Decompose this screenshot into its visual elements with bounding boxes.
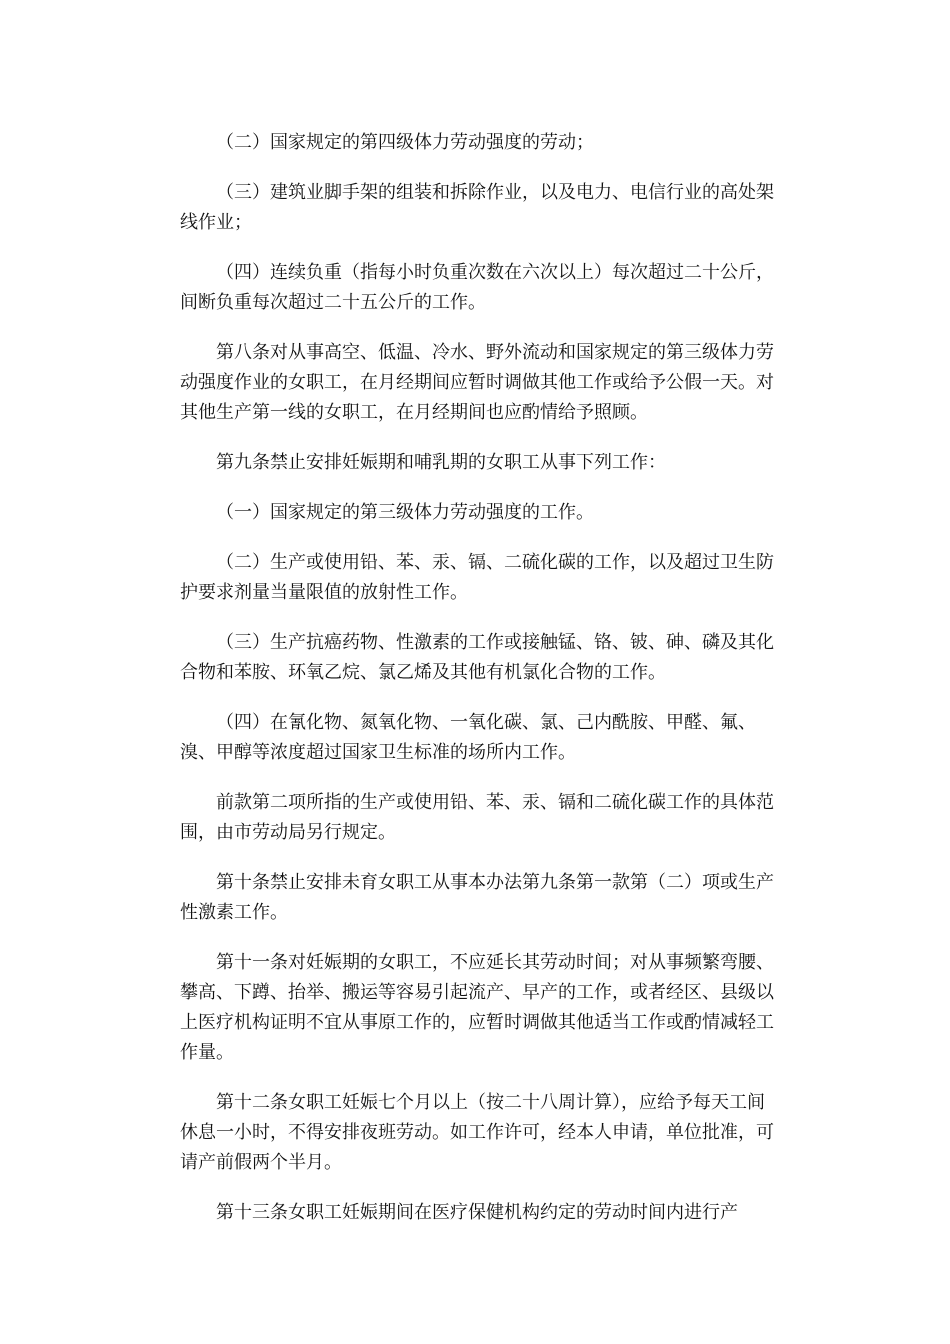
paragraph: 第十一条对妊娠期的女职工，不应延长其劳动时间；对从事频繁弯腰、攀高、下蹲、抬举、搬运等容易引起流产、早产的工作，或者经区、县级以上医疗机构证明不宜从事原工作的，应暂时调做其他适当工作或酌情减轻工作量。 [180, 952, 774, 1063]
paragraph: （一）国家规定的第三级体力劳动强度的工作。 [216, 502, 594, 523]
document-body [180, 128, 780, 1248]
paragraph: 第十条禁止安排未育女职工从事本办法第九条第一款第（二）项或生产性激素工作。 [180, 872, 774, 923]
paragraph: （二）国家规定的第四级体力劳动强度的劳动； [216, 132, 594, 153]
paragraph: 前款第二项所指的生产或使用铅、苯、汞、镉和二硫化碳工作的具体范围，由市劳动局另行规定。 [180, 792, 774, 843]
paragraph: （二）生产或使用铅、苯、汞、镉、二硫化碳的工作，以及超过卫生防护要求剂量当量限值的放射性工作。 [180, 552, 774, 603]
paragraph: （四）在氰化物、氮氧化物、一氧化碳、氯、己内酰胺、甲醛、氟、溴、甲醇等浓度超过国家卫生标准的场所内工作。 [180, 712, 756, 763]
paragraph: 第八条对从事高空、低温、冷水、野外流动和国家规定的第三级体力劳动强度作业的女职工，在月经期间应暂时调做其他工作或给予公假一天。对其他生产第一线的女职工，在月经期间也应酌情给予照顾。 [180, 342, 774, 423]
paragraph: 第十三条女职工妊娠期间在医疗保健机构约定的劳动时间内进行产 [216, 1202, 738, 1223]
paragraph: （三）生产抗癌药物、性激素的工作或接触锰、铬、铍、砷、磷及其化合物和苯胺、环氧乙烷、氯乙烯及其他有机氯化合物的工作。 [180, 632, 774, 683]
paragraph: （四）连续负重（指每小时负重次数在六次以上）每次超过二十公斤，间断负重每次超过二十五公斤的工作。 [180, 262, 774, 313]
paragraph: 第十二条女职工妊娠七个月以上（按二十八周计算），应给予每天工间休息一小时，不得安排夜班劳动。如工作许可，经本人申请，单位批准，可请产前假两个半月。 [180, 1092, 774, 1173]
paragraph: （三）建筑业脚手架的组装和拆除作业，以及电力、电信行业的高处架线作业； [180, 182, 774, 233]
paragraph: 第九条禁止安排妊娠期和哺乳期的女职工从事下列工作： [216, 452, 666, 473]
